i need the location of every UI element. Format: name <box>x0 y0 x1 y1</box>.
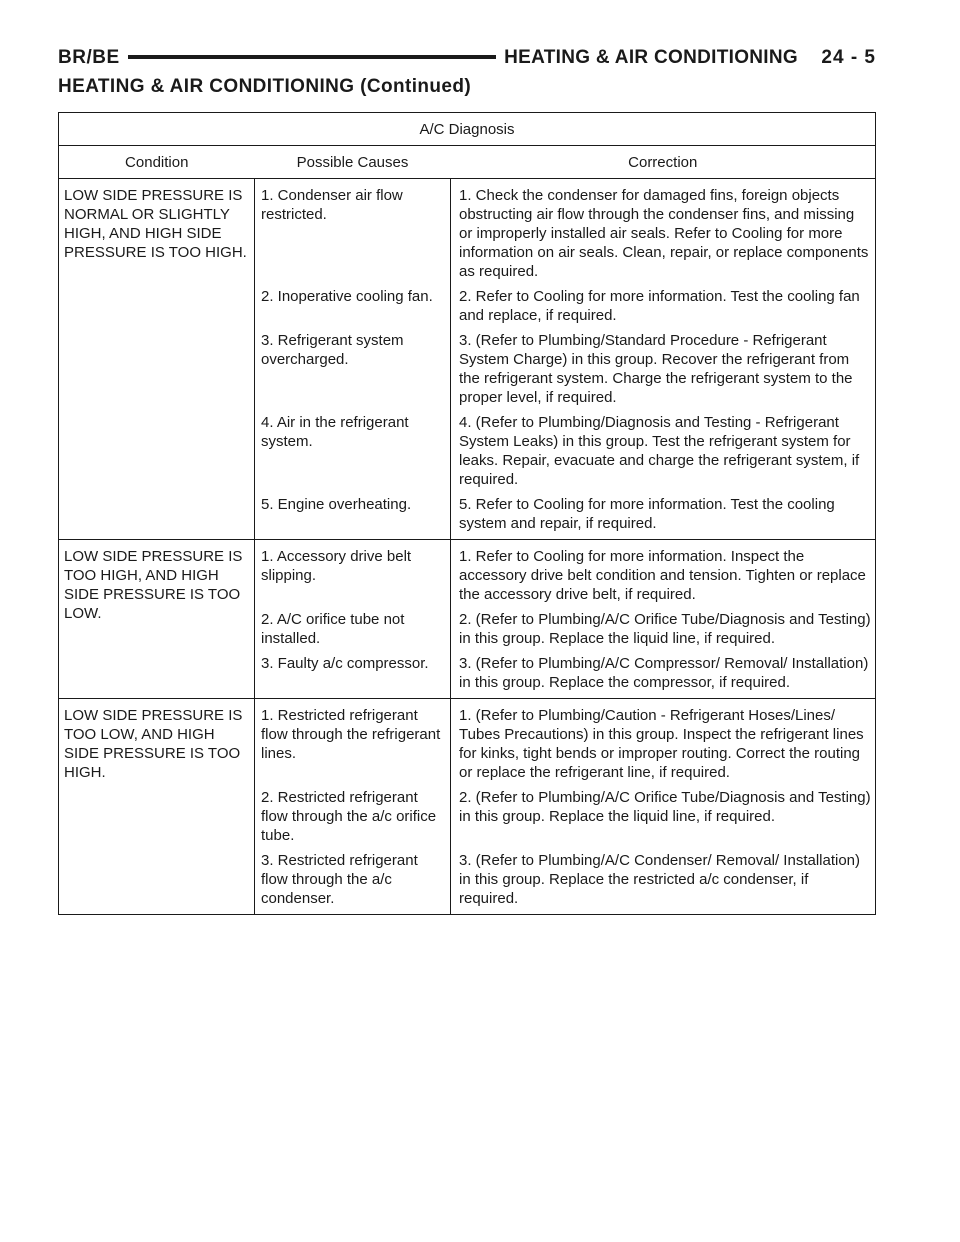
table-row <box>59 179 876 282</box>
chapter-title: HEATING & AIR CONDITIONING <box>496 44 798 72</box>
cause-cell: 5. Engine overheating. <box>255 489 451 540</box>
condition-cell: LOW SIDE PRESSURE IS TOO LOW, AND HIGH SIDE PRESSURE IS TOO HIGH. <box>59 699 255 915</box>
table-row <box>59 540 876 605</box>
correction-cell: 2. Refer to Cooling for more information. Test the cooling fan and replace, if required. <box>459 288 860 324</box>
correction-cell: 1. Refer to Cooling for more information. Inspect the accessory drive belt condition and tension. Tighten or replace the accessory drive belt, if required. <box>459 548 866 603</box>
table-body <box>59 179 876 915</box>
correction-cell: 3. (Refer to Plumbing/A/C Compressor/ Removal/ Installation) in this group. Replace the compressor, if required. <box>451 648 876 699</box>
column-header-correction: Correction <box>451 146 876 179</box>
correction-cell: 4. (Refer to Plumbing/Diagnosis and Testing - Refrigerant System Leaks) in this group. Test the refrigerant system for leaks. Repair, evacuate and charge the refrigerant system, if required. <box>459 414 860 488</box>
correction-cell: 1. (Refer to Plumbing/Caution - Refrigerant Hoses/Lines/ Tubes Precautions) in this group. Inspect the refrigerant lines for kinks, tight bends or improper routing. Correct the routing or replace the refrigerant line, if required. <box>459 707 864 781</box>
condition-cell: LOW SIDE PRESSURE IS TOO HIGH, AND HIGH SIDE PRESSURE IS TOO LOW. <box>59 540 255 699</box>
cause-cell: 1. Condenser air flow restricted. <box>255 179 451 282</box>
cause-cell: 4. Air in the refrigerant system. <box>255 407 451 489</box>
correction-cell: 5. Refer to Cooling for more information. Test the cooling system and repair, if required. <box>451 489 876 540</box>
cause-cell: 2. Restricted refrigerant flow through the a/c orifice tube. <box>255 782 451 845</box>
cause-cell: 3. Restricted refrigerant flow through the a/c condenser. <box>255 845 451 915</box>
table-row <box>59 699 876 783</box>
page-number: 24 - 5 <box>821 44 876 72</box>
column-header-condition: Condition <box>59 146 255 179</box>
section-title: HEATING & AIR CONDITIONING (Continued) <box>58 76 472 97</box>
diagnosis-table <box>58 112 876 915</box>
cause-cell: 3. Faulty a/c compressor. <box>255 648 451 699</box>
cause-cell: 2. Inoperative cooling fan. <box>255 281 451 325</box>
condition-cell: LOW SIDE PRESSURE IS NORMAL OR SLIGHTLY HIGH, AND HIGH SIDE PRESSURE IS TOO HIGH. <box>59 179 255 540</box>
correction-cell: 1. Check the condenser for damaged fins, foreign objects obstructing air flow through the condenser fins, and missing or improperly installed air seals. Refer to Cooling for more information on air seals. Clean, repair, or replace components as required. <box>459 187 869 280</box>
column-header-causes: Possible Causes <box>255 146 451 179</box>
correction-cell: 2. (Refer to Plumbing/A/C Orifice Tube/Diagnosis and Testing) in this group. Replace the liquid line, if required. <box>459 789 871 825</box>
page-header <box>58 44 876 72</box>
correction-cell: 3. (Refer to Plumbing/A/C Condenser/ Removal/ Installation) in this group. Replace the restricted a/c condenser, if required. <box>459 852 861 907</box>
model-code: BR/BE <box>58 44 128 72</box>
cause-cell: 2. A/C orifice tube not installed. <box>255 604 451 648</box>
cause-cell: 1. Accessory drive belt slipping. <box>255 540 451 605</box>
cause-cell: 1. Restricted refrigerant flow through the refrigerant lines. <box>255 699 451 783</box>
cause-cell: 3. Refrigerant system overcharged. <box>255 325 451 407</box>
column-header-row <box>59 146 876 179</box>
correction-cell: 2. (Refer to Plumbing/A/C Orifice Tube/Diagnosis and Testing) in this group. Replace the liquid line, if required. <box>459 611 871 647</box>
table-caption: A/C Diagnosis <box>59 113 876 146</box>
correction-cell: 3. (Refer to Plumbing/Standard Procedure - Refrigerant System Charge) in this group. Recover the refrigerant from the refrigerant system. Charge the refrigerant system to the proper level, if required. <box>459 332 853 406</box>
